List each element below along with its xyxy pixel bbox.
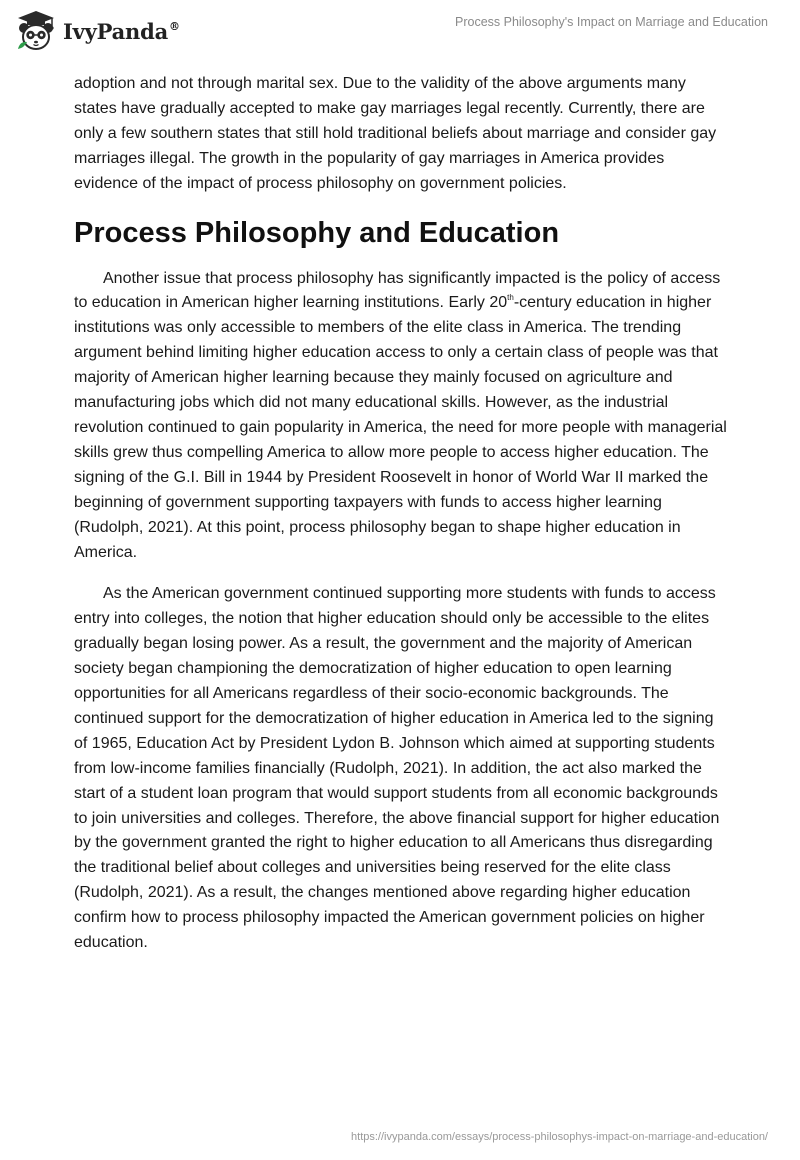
panda-logo-icon xyxy=(14,9,58,53)
brand-logo[interactable] xyxy=(14,9,180,53)
section-heading: Process Philosophy and Education xyxy=(74,216,560,249)
page-header xyxy=(0,0,800,62)
document-title: Process Philosophy's Impact on Marriage and Education xyxy=(455,15,768,29)
brand-name: IvyPanda® xyxy=(63,18,180,44)
paragraph-continued: adoption and not through marital sex. Due to the validity of the above arguments many states have gradually accepted to make gay marriages legal recently. Currently, there are only a few southern states that still hold traditional beliefs about marriage and consider gay marriages illegal. The growth in the popularity of gay marriages in America provides evidence of the impact of process philosophy on government policies. xyxy=(74,75,717,192)
source-url-link[interactable]: https://ivypanda.com/essays/process-philosophys-impact-on-marriage-and-education/ xyxy=(351,1131,768,1143)
paragraph: Another issue that process philosophy has significantly impacted is the policy of access to education in American higher learning institutions. Early 20th-century education in higher institutions was only accessible to members of the elite class in America. The trending argument behind limiting higher education access to only a certain class of people was that majority of American higher learning because they mainly focused on agriculture and manufacturing jobs which did not many educational skills. However, as the industrial revolution continued to gain popularity in America, the need for more people with managerial skills grew thus compelling America to allow more people to access higher education. The signing of the G.I. Bill in 1944 by President Roosevelt in honor of World War II marked the beginning of government supporting taxpayers with funds to access higher learning (Rudolph, 2021). At this point, process philosophy began to shape higher education in America. xyxy=(74,269,727,561)
essay-body xyxy=(74,72,730,956)
paragraph: As the American government continued supporting more students with funds to access entry into colleges, the notion that higher education should only be accessible to the elites gradually began losing power. As a result, the government and the majority of American society began championing the democratization of higher education to open learning opportunities for all Americans regardless of their socio-economic backgrounds. The continued support for the democratization of higher education in America led to the signing of 1965, Education Act by President Lydon B. Johnson which aimed at supporting students from low-income families financially (Rudolph, 2021). In addition, the act also marked the start of a student loan program that would support students from all economic backgrounds to join universities and colleges. Therefore, the above financial support for higher education by the government granted the right to higher education to all Americans thus disregarding the traditional belief about colleges and universities being reserved for the elite class (Rudolph, 2021). As a result, the changes mentioned above regarding higher education confirm how to process philosophy impacted the American government policies on higher education. xyxy=(74,585,720,952)
